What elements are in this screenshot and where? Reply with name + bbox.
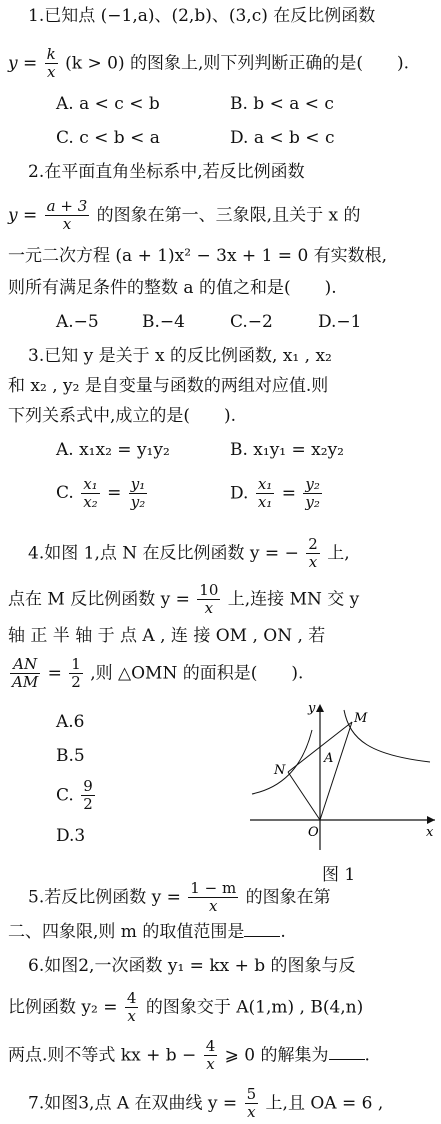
x-axis-arrow [427, 816, 435, 824]
q2-fraction: $\frac{a + 3}{x}$ [46, 197, 88, 234]
label-o: O [308, 825, 319, 840]
q4-option-d[interactable]: D.3 [56, 826, 86, 846]
q3-line2: 和 x₂ , y₂ 是自变量与函数的两组对应值.则 [8, 376, 329, 396]
q1-line1: 1.已知点 (−1,a)、(2,b)、(3,c) 在反比例函数 [28, 6, 376, 26]
label-x: x [426, 825, 434, 840]
q3-options-row1 [56, 440, 441, 460]
q3-options-row2 [56, 476, 441, 512]
q1-options-row2 [56, 128, 441, 148]
q2-option-d[interactable]: D.−1 [318, 312, 362, 332]
q4-line4: $\frac{AN}{AM}$ = $\frac{1}{2}$ ,则 △OMN 的面积是( ). [12, 655, 304, 692]
curve-y-neg-2-over-x [252, 730, 312, 794]
q2-options [56, 312, 441, 332]
q7-line1: 7.如图3,点 A 在双曲线 y = $\frac{5}{x}$ 上,且 OA = 6 , [28, 1085, 384, 1122]
label-y: y [308, 701, 316, 716]
q2-line1: 2.在平面直角坐标系中,若反比例函数 [28, 162, 305, 182]
q6-answer-blank[interactable] [329, 1059, 365, 1060]
q1-fraction: $\frac{k}{x}$ [46, 45, 56, 82]
q6-line2: 比例函数 y₂ = $\frac{4}{x}$ 的图象交于 A(1,m) , B(4,n) [8, 989, 364, 1026]
q4-line3: 轴 正 半 轴 于 点 A , 连 接 OM , ON , 若 [8, 626, 326, 646]
q4-option-c[interactable]: C. $\frac{9}{2}$ [56, 777, 93, 814]
q1-options-row1 [56, 94, 441, 114]
q2-line4: 则所有满足条件的整数 a 的值之和是( ). [8, 278, 337, 298]
label-a: A [324, 751, 334, 766]
q1-option-b[interactable]: B. b < a < c [230, 94, 334, 114]
q3-option-d[interactable]: D. $\frac{\text{x₁}}{\text{x₁}}$ = $\frac{\text{y₂}}{\text{y₂}}$ [230, 475, 320, 512]
q6-line3: 两点.则不等式 kx + b − $\frac{4}{x}$ ⩾ 0 的解集为 . [8, 1037, 370, 1074]
q2-line2: y = $\frac{a + 3}{x}$ 的图象在第一、三象限,且关于 x 的 [8, 197, 361, 234]
q3-line1: 3.已知 y 是关于 x 的反比例函数, x₁ , x₂ [28, 346, 332, 366]
q1-option-c[interactable]: C. c < b < a [56, 128, 160, 148]
segment-on [288, 772, 320, 820]
q4-option-b[interactable]: B.5 [56, 746, 85, 766]
q3-line3: 下列关系式中,成立的是( ). [8, 406, 237, 426]
q3-option-b[interactable]: B. x₁y₁ = x₂y₂ [230, 440, 344, 460]
q5-answer-blank[interactable] [244, 936, 280, 937]
q5-line1: 5.若反比例函数 y = $\frac{1 - m}{x}$ 的图象在第 [28, 879, 331, 916]
q2-option-c[interactable]: C.−2 [230, 312, 273, 332]
label-n: N [274, 763, 286, 778]
figure-1-diagram [240, 700, 440, 860]
q1-option-a[interactable]: A. a < c < b [56, 94, 160, 114]
figure-1-caption: 图 1 [322, 865, 356, 885]
q2-option-b[interactable]: B.−4 [142, 312, 185, 332]
q2-line3: 一元二次方程 (a + 1)x² − 3x + 1 = 0 有实数根, [8, 246, 388, 266]
q4-line2: 点在 M 反比例函数 y = $\frac{10}{x}$ 上,连接 MN 交 y [8, 581, 360, 618]
q1-line2: y = $\frac{k}{x}$ (k > 0) 的图象上,则下列判断正确的是( ). [8, 45, 410, 82]
q4-option-a[interactable]: A.6 [56, 712, 85, 732]
q6-line1: 6.如图2,一次函数 y₁ = kx + b 的图象与反 [28, 956, 356, 976]
q3-option-c[interactable]: C. $\frac{\text{x₁}}{\text{x₂}}$ = $\frac{\text{y₁}}{\text{y₂}}$ [56, 475, 146, 512]
q2-option-a[interactable]: A.−5 [56, 312, 99, 332]
label-m: M [354, 711, 368, 726]
q4-line1: 4.如图 1,点 N 在反比例函数 y = − $\frac{2}{x}$ 上, [28, 535, 350, 572]
q3-option-a[interactable]: A. x₁x₂ = y₁y₂ [56, 440, 170, 460]
segment-om [320, 722, 352, 820]
q1-option-d[interactable]: D. a < b < c [230, 128, 335, 148]
y-axis-arrow [316, 704, 324, 712]
q5-line2: 二、四象限,则 m 的取值范围是 . [8, 922, 286, 942]
